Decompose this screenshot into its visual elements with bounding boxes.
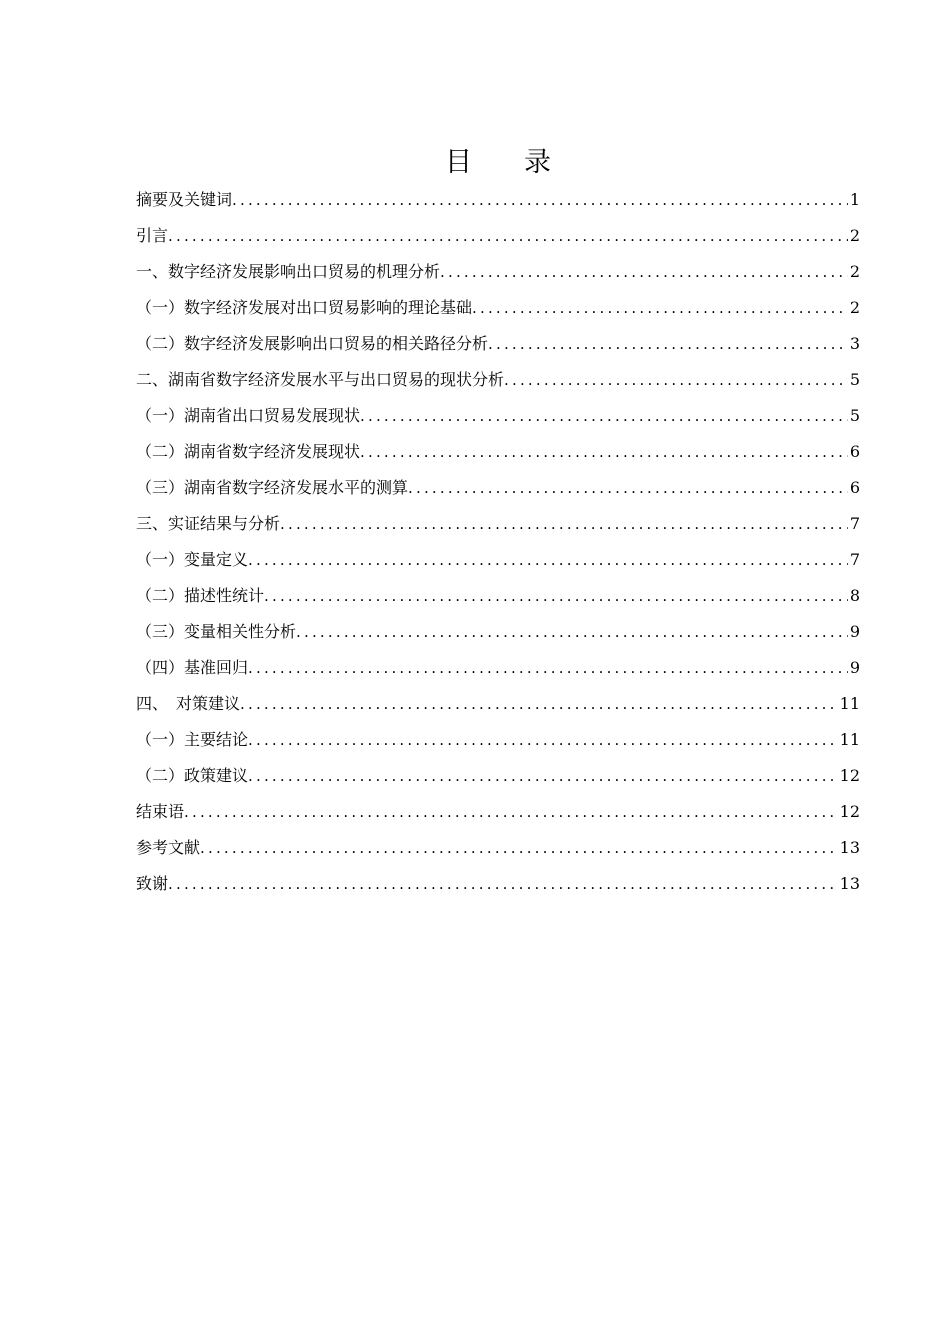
toc-entry[interactable] xyxy=(136,470,860,506)
toc-entry-page: 2 xyxy=(849,298,860,317)
toc-entry-label: （一）数字经济发展对出口贸易影响的理论基础 xyxy=(136,298,473,317)
toc-leader-dots xyxy=(408,470,848,506)
toc-entry-page: 5 xyxy=(849,406,860,425)
toc-entry-page: 5 xyxy=(849,370,860,389)
toc-entry-label: （二）描述性统计 xyxy=(136,586,265,605)
toc-entry-label: 引言 xyxy=(136,226,169,245)
toc-leader-dots xyxy=(200,830,838,866)
toc-entry[interactable] xyxy=(136,614,860,650)
toc-leader-dots xyxy=(240,686,838,722)
toc-entry-page: 6 xyxy=(849,442,860,461)
toc-entry-label: （一）主要结论 xyxy=(136,730,249,749)
toc-leader-dots xyxy=(184,794,838,830)
toc-entry[interactable] xyxy=(136,830,860,866)
toc-entry-label: （二）政策建议 xyxy=(136,766,249,785)
toc-entry[interactable] xyxy=(136,866,860,902)
toc-entry[interactable] xyxy=(136,578,860,614)
toc-entry-label: 四、 对策建议 xyxy=(136,694,241,713)
toc-entry-label: 摘要及关键词 xyxy=(136,190,233,209)
toc-list xyxy=(136,182,860,902)
toc-entry-page: 6 xyxy=(849,478,860,497)
toc-entry[interactable] xyxy=(136,290,860,326)
toc-leader-dots xyxy=(360,434,848,470)
toc-leader-dots xyxy=(280,506,848,542)
toc-leader-dots xyxy=(248,758,838,794)
toc-entry[interactable] xyxy=(136,794,860,830)
toc-entry[interactable] xyxy=(136,506,860,542)
toc-entry-label: 结束语 xyxy=(136,802,185,821)
toc-entry-page: 9 xyxy=(849,658,860,677)
toc-entry[interactable] xyxy=(136,326,860,362)
toc-leader-dots xyxy=(248,650,848,686)
toc-entry-page: 12 xyxy=(839,766,860,785)
toc-entry[interactable] xyxy=(136,398,860,434)
toc-entry[interactable] xyxy=(136,650,860,686)
toc-entry-label: 致谢 xyxy=(136,874,169,893)
toc-entry-label: （一）湖南省出口贸易发展现状 xyxy=(136,406,361,425)
toc-entry-page: 3 xyxy=(849,334,860,353)
toc-leader-dots xyxy=(248,542,848,578)
toc-leader-dots xyxy=(360,398,848,434)
toc-entry-label: （三）湖南省数字经济发展水平的测算 xyxy=(136,478,409,497)
toc-entry-page: 2 xyxy=(849,262,860,281)
toc-entry-label: （二）数字经济发展影响出口贸易的相关路径分析 xyxy=(136,334,489,353)
toc-entry-label: （四）基准回归 xyxy=(136,658,249,677)
toc-title-char-2: 录 xyxy=(524,147,551,178)
toc-leader-dots xyxy=(488,326,848,362)
toc-entry-page: 11 xyxy=(839,730,860,749)
toc-entry[interactable] xyxy=(136,542,860,578)
toc-leader-dots xyxy=(472,290,848,326)
toc-entry-page: 8 xyxy=(849,586,860,605)
toc-entry-label: （二）湖南省数字经济发展现状 xyxy=(136,442,361,461)
toc-entry-page: 11 xyxy=(839,694,860,713)
toc-entry[interactable] xyxy=(136,218,860,254)
toc-entry-label: 三、实证结果与分析 xyxy=(136,514,281,533)
toc-entry-page: 2 xyxy=(849,226,860,245)
toc-entry[interactable] xyxy=(136,686,860,722)
toc-entry-page: 9 xyxy=(849,622,860,641)
toc-entry-page: 1 xyxy=(849,190,860,209)
toc-entry-label: 参考文献 xyxy=(136,838,201,857)
toc-entry-label: 二、湖南省数字经济发展水平与出口贸易的现状分析 xyxy=(136,370,505,389)
toc-leader-dots xyxy=(232,182,848,218)
toc-entry[interactable] xyxy=(136,434,860,470)
toc-leader-dots xyxy=(296,614,848,650)
toc-entry-label: 一、数字经济发展影响出口贸易的机理分析 xyxy=(136,262,441,281)
toc-leader-dots xyxy=(168,218,848,254)
toc-entry[interactable] xyxy=(136,722,860,758)
toc-entry-label: （一）变量定义 xyxy=(136,550,249,569)
toc-leader-dots xyxy=(168,866,838,902)
toc-leader-dots xyxy=(264,578,848,614)
toc-entry-page: 13 xyxy=(839,874,860,893)
toc-entry[interactable] xyxy=(136,758,860,794)
toc-leader-dots xyxy=(248,722,838,758)
toc-entry[interactable] xyxy=(136,182,860,218)
toc-leader-dots xyxy=(440,254,848,290)
toc-entry-page: 7 xyxy=(849,514,860,533)
toc-title-char-1: 目 xyxy=(445,147,472,178)
toc-entry-page: 7 xyxy=(849,550,860,569)
toc-leader-dots xyxy=(504,362,848,398)
toc-title xyxy=(0,143,950,183)
toc-entry-page: 12 xyxy=(839,802,860,821)
toc-entry[interactable] xyxy=(136,254,860,290)
toc-entry-label: （三）变量相关性分析 xyxy=(136,622,297,641)
toc-entry-page: 13 xyxy=(839,838,860,857)
toc-entry[interactable] xyxy=(136,362,860,398)
